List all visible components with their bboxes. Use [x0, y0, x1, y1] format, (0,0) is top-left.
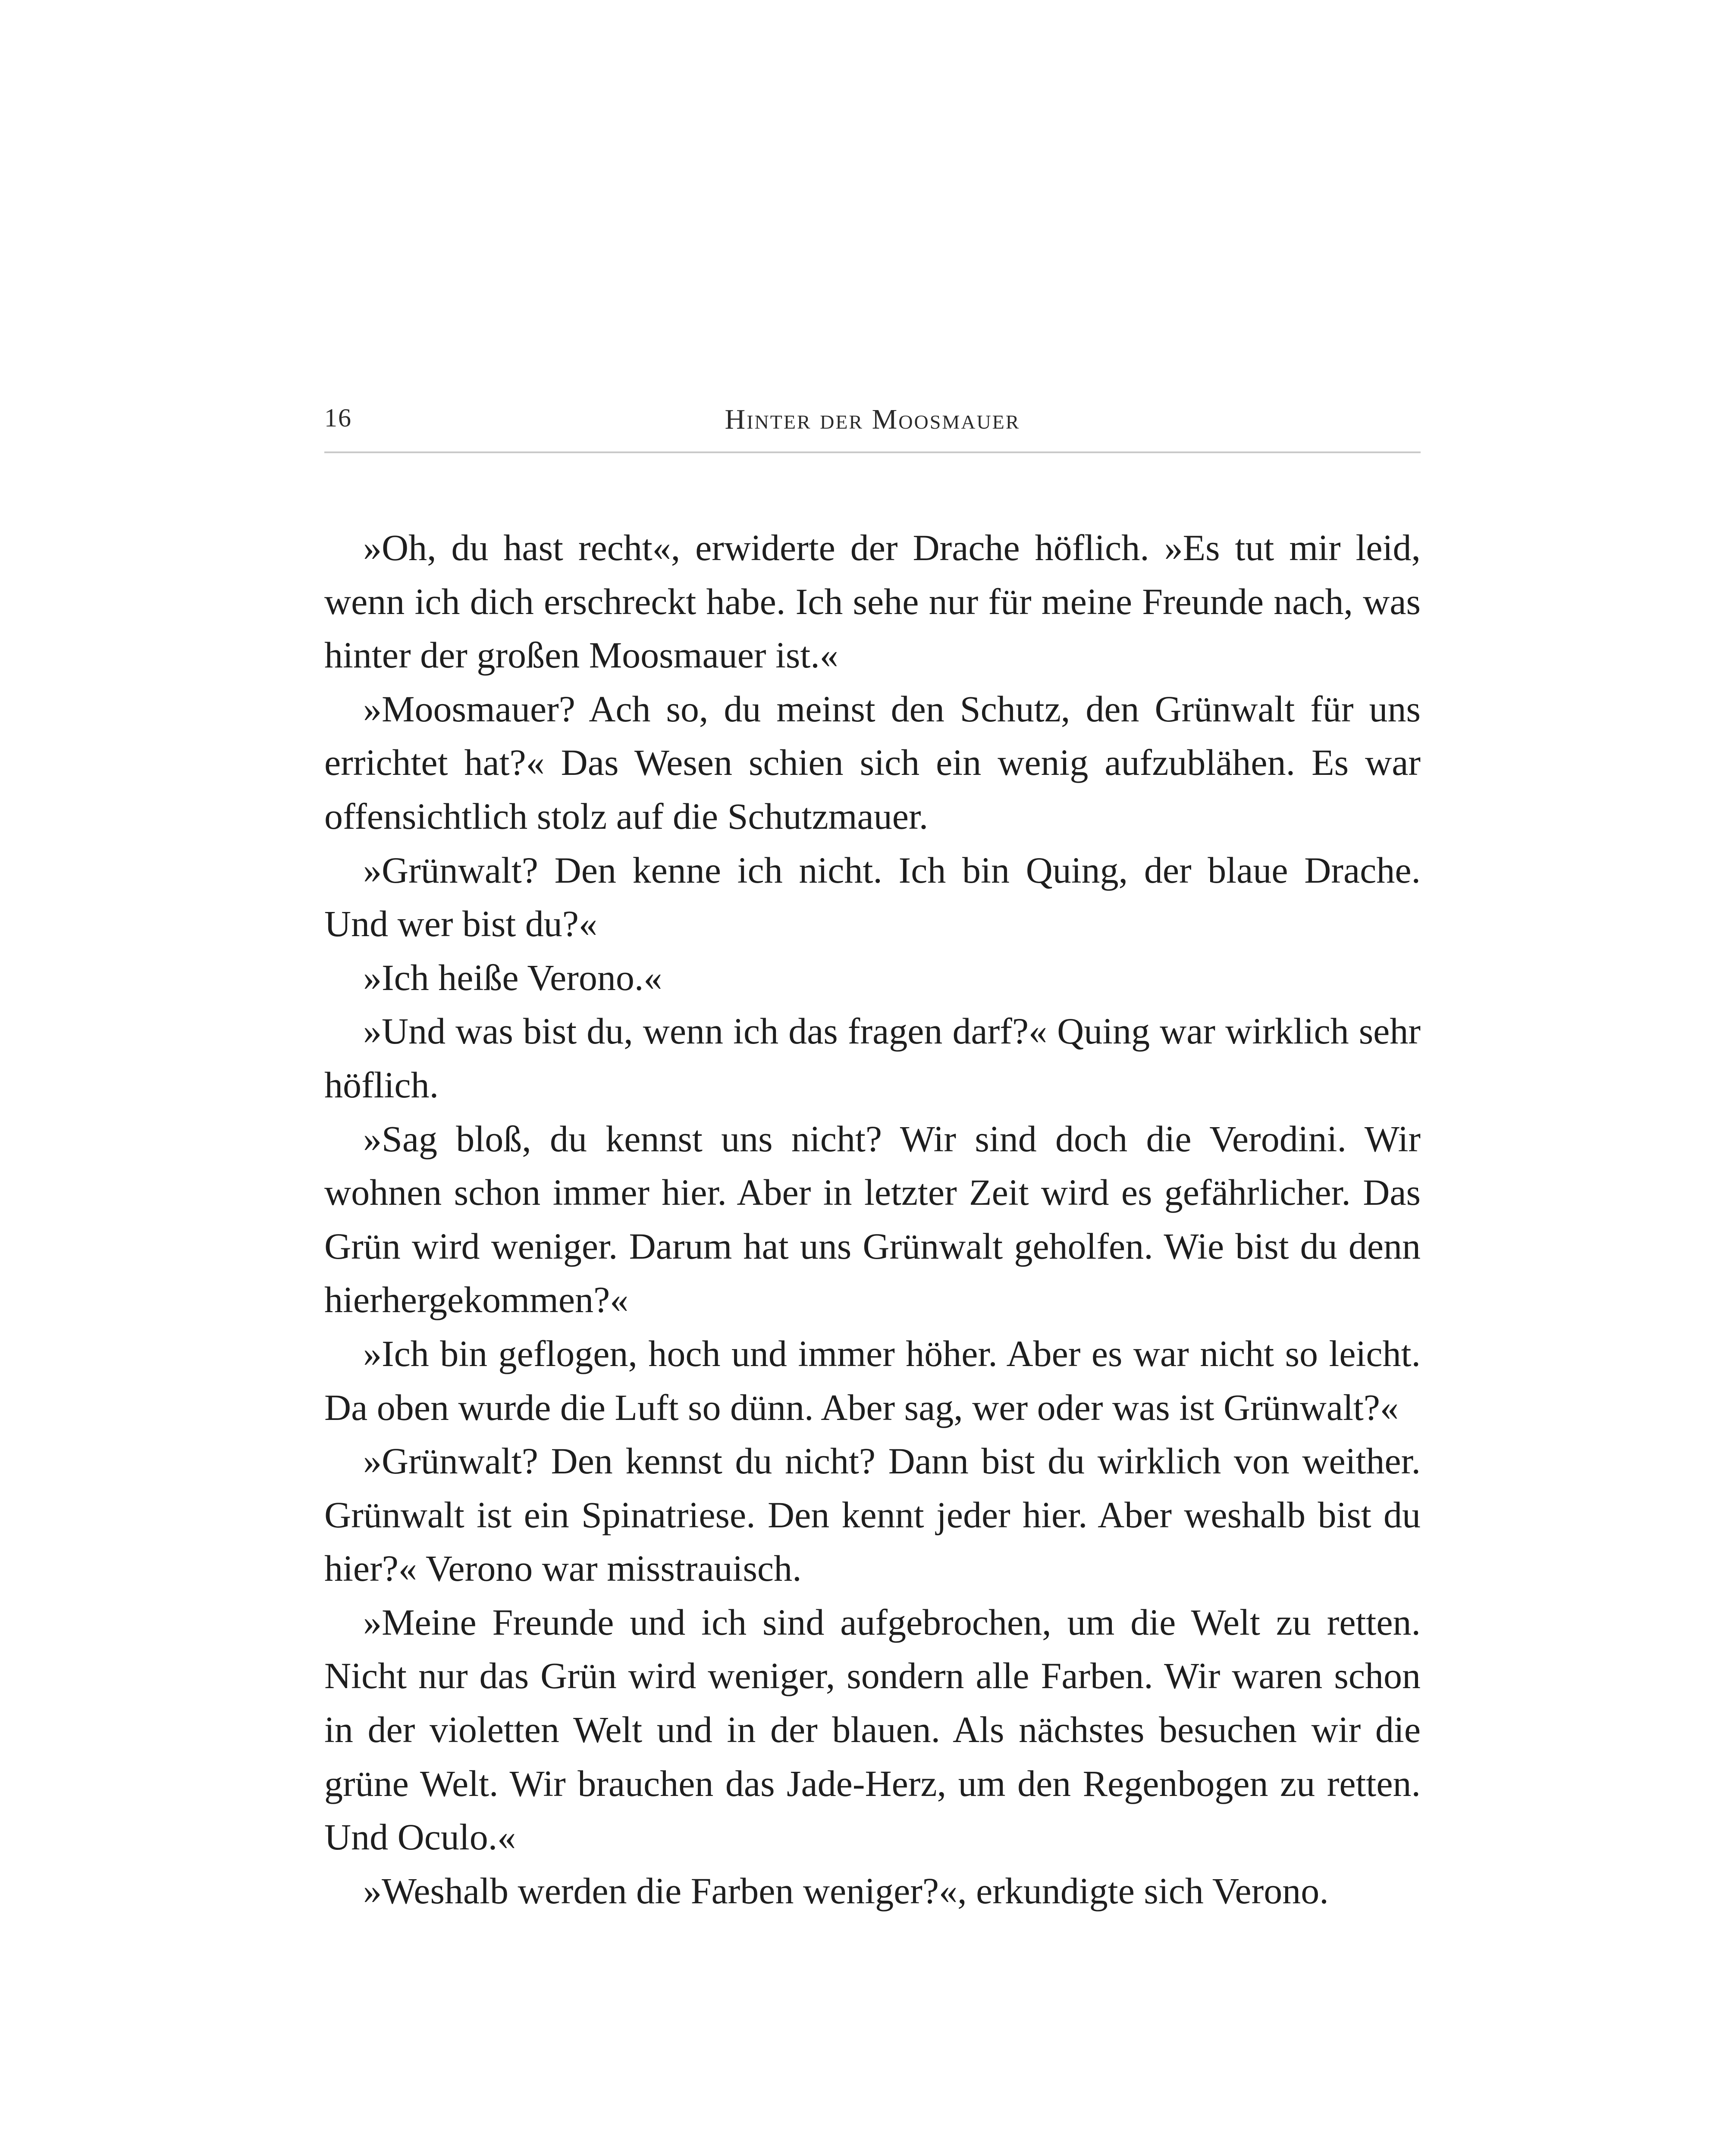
paragraph: »Sag bloß, du kennst uns nicht? Wir sind doch die Verodini. Wir wohnen schon immer hier. Aber in letzter Zeit wird es gefährlicher. Das Grün wird weniger. Darum hat uns Grünwalt geholfen. Wie bist du denn hierhergekommen?« [324, 1118, 1421, 1321]
paragraph: »Oh, du hast recht«, erwiderte der Drache höflich. »Es tut mir leid, wenn ich dich erschreckt habe. Ich sehe nur für meine Freunde nach, was hinter der großen Moosmauer ist.« [324, 527, 1421, 676]
paragraph: »Weshalb werden die Farben weniger?«, erkundigte sich Verono. [363, 1870, 1329, 1912]
running-title: Hinter der Moosmauer [725, 404, 1020, 435]
running-head [324, 399, 1421, 446]
paragraph: »Ich bin geflogen, hoch und immer höher. Aber es war nicht so leicht. Da oben wurde die Luft so dünn. Aber sag, wer oder was ist Grünwalt?« [324, 1332, 1421, 1428]
header-rule [324, 451, 1421, 453]
page-number: 16 [324, 404, 352, 432]
body-text [324, 521, 1421, 1918]
paragraph: »Meine Freunde und ich sind aufgebrochen, um die Welt zu retten. Nicht nur das Grün wird weniger, sondern alle Farben. Wir waren schon in der violetten Welt und in der blauen. Als nächstes besuchen wir die grüne Welt. Wir brauchen das Jade-Herz, um den Regenbogen zu retten. Und Oculo.« [324, 1601, 1421, 1858]
paragraph: »Und was bist du, wenn ich das fragen darf?« Quing war wirklich sehr höflich. [324, 1010, 1421, 1106]
paragraph: »Moosmauer? Ach so, du meinst den Schutz, den Grünwalt für uns errichtet hat?« Das Wesen schien sich ein wenig aufzublähen. Es war offensichtlich stolz auf die Schutzmauer. [324, 688, 1421, 837]
paragraph: »Grünwalt? Den kenne ich nicht. Ich bin Quing, der blaue Drache. Und wer bist du?« [324, 849, 1421, 945]
paragraph: »Grünwalt? Den kennst du nicht? Dann bist du wirklich von weither. Grünwalt ist ein Spinatriese. Den kennt jeder hier. Aber weshalb bist du hier?« Verono war misstrauisch. [324, 1440, 1421, 1589]
paragraph: »Ich heiße Verono.« [363, 956, 662, 998]
